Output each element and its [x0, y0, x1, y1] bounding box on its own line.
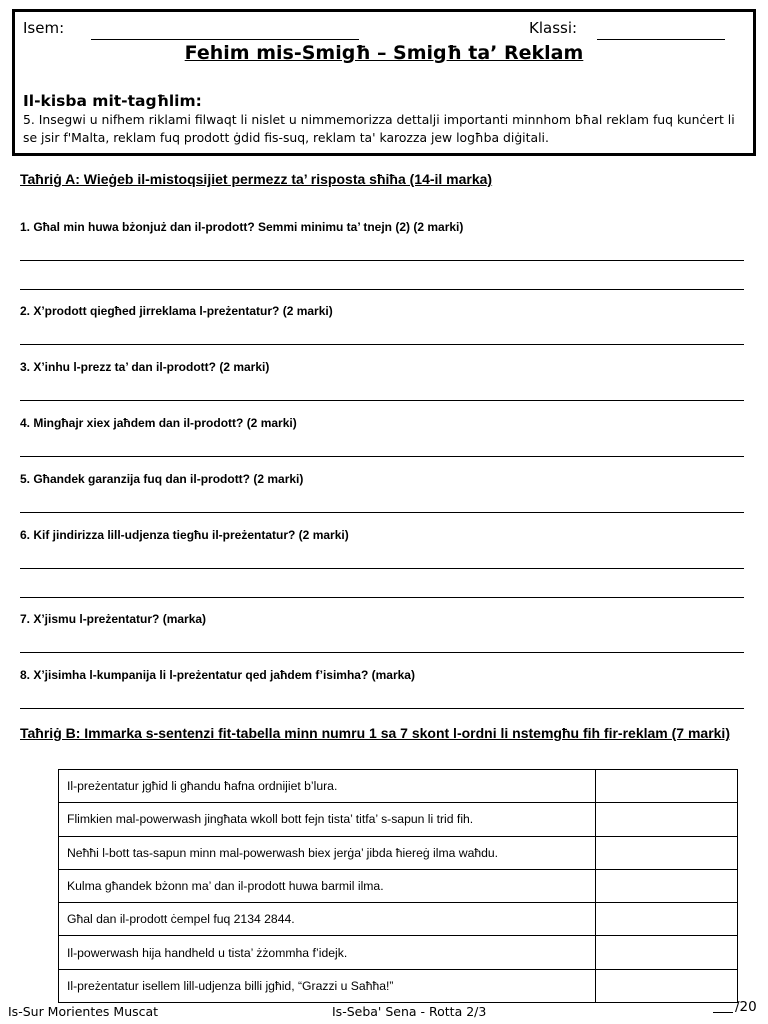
document-title: Fehim mis-Smigħ – Smigħ ta’ Reklam [184, 42, 584, 64]
score-field-line[interactable] [713, 1012, 733, 1013]
question-3: 3. X’inhu l-prezz ta’ dan il-prodott? (2 marki) [20, 360, 270, 374]
sentence-cell: Il-preżentatur jgħid li għandu ħafna ordnijiet b’lura. [59, 770, 596, 803]
order-number-cell[interactable] [596, 869, 738, 902]
footer-year-info: Is-Seba' Sena - Rotta 2/3 [332, 1004, 487, 1019]
answer-line[interactable] [20, 289, 744, 290]
ordering-table [58, 769, 738, 1003]
header-box [12, 9, 756, 156]
answer-line[interactable] [20, 400, 744, 401]
class-label: Klassi: [529, 19, 578, 37]
answer-line[interactable] [20, 344, 744, 345]
answer-line[interactable] [20, 568, 744, 569]
order-number-cell[interactable] [596, 836, 738, 869]
answer-line[interactable] [20, 260, 744, 261]
answer-line[interactable] [20, 597, 744, 598]
sentence-cell: Il-powerwash hija handheld u tista’ żżommha f’idejk. [59, 936, 596, 969]
name-class-row [23, 19, 745, 41]
name-label: Isem: [23, 19, 65, 37]
sentence-cell: Flimkien mal-powerwash jingħata wkoll bott fejn tista’ titfa’ s-sapun li trid fih. [59, 803, 596, 836]
sentence-cell: Il-preżentatur isellem lill-udjenza billi jgħid, “Grazzi u Saħħa!” [59, 969, 596, 1002]
answer-line[interactable] [20, 708, 744, 709]
table-row [59, 836, 738, 869]
objective-text: 5. Insegwi u nifhem riklami filwaqt li nislet u nimmemorizza dettalji importanti minnhom bħal reklam fuq kunċert li se jsir f'Malta, reklam fuq prodott ġdid fis-suq, reklam ta' karozza jew logħba diġitali. [23, 112, 735, 145]
answer-line[interactable] [20, 456, 744, 457]
question-4: 4. Mingħajr xiex jaħdem dan il-prodott? (2 marki) [20, 416, 297, 430]
sentence-cell: Għal dan il-prodott ċempel fuq 2134 2844. [59, 903, 596, 936]
order-number-cell[interactable] [596, 936, 738, 969]
sentence-cell: Kulma għandek bżonn ma’ dan il-prodott huwa barmil ilma. [59, 869, 596, 902]
section-b-title: Taħriġ B: Immarka s-sentenzi fit-tabella minn numru 1 sa 7 skont l-ordni li nstemgħu fih fir-reklam (7 marki) [20, 725, 730, 741]
question-5: 5. Għandek garanzija fuq dan il-prodott? (2 marki) [20, 472, 304, 486]
table-row [59, 770, 738, 803]
footer-author: Is-Sur Morientes Muscat [8, 1004, 159, 1019]
class-field-line[interactable] [597, 39, 725, 40]
table-row [59, 803, 738, 836]
order-number-cell[interactable] [596, 770, 738, 803]
order-number-cell[interactable] [596, 803, 738, 836]
question-8: 8. X’jisimha l-kumpanija li l-preżentatur qed jaħdem f’isimha? (marka) [20, 668, 415, 682]
question-7: 7. X’jismu l-preżentatur? (marka) [20, 612, 207, 626]
table-row [59, 969, 738, 1002]
question-6: 6. Kif jindirizza lill-udjenza tiegħu il-preżentatur? (2 marki) [20, 528, 349, 542]
table-row [59, 936, 738, 969]
section-a-title: Taħriġ A: Wieġeb il-mistoqsijiet permezz ta’ risposta sħiħa (14-il marka) [20, 171, 493, 187]
score-total: /20 [735, 999, 757, 1015]
objective-heading: Il-kisba mit-tagħlim: [23, 92, 202, 110]
name-field-line[interactable] [91, 39, 359, 40]
answer-line[interactable] [20, 652, 744, 653]
order-number-cell[interactable] [596, 969, 738, 1002]
question-2: 2. X’prodott qiegħed jirreklama l-preżentatur? (2 marki) [20, 304, 333, 318]
sentence-cell: Neħħi l-bott tas-sapun minn mal-powerwash biex jerġa’ jibda ħiereġ ilma waħdu. [59, 836, 596, 869]
question-1: 1. Għal min huwa bżonjuż dan il-prodott? Semmi minimu ta’ tnejn (2) (2 marki) [20, 220, 464, 234]
answer-line[interactable] [20, 512, 744, 513]
order-number-cell[interactable] [596, 903, 738, 936]
table-row [59, 903, 738, 936]
table-row [59, 869, 738, 902]
